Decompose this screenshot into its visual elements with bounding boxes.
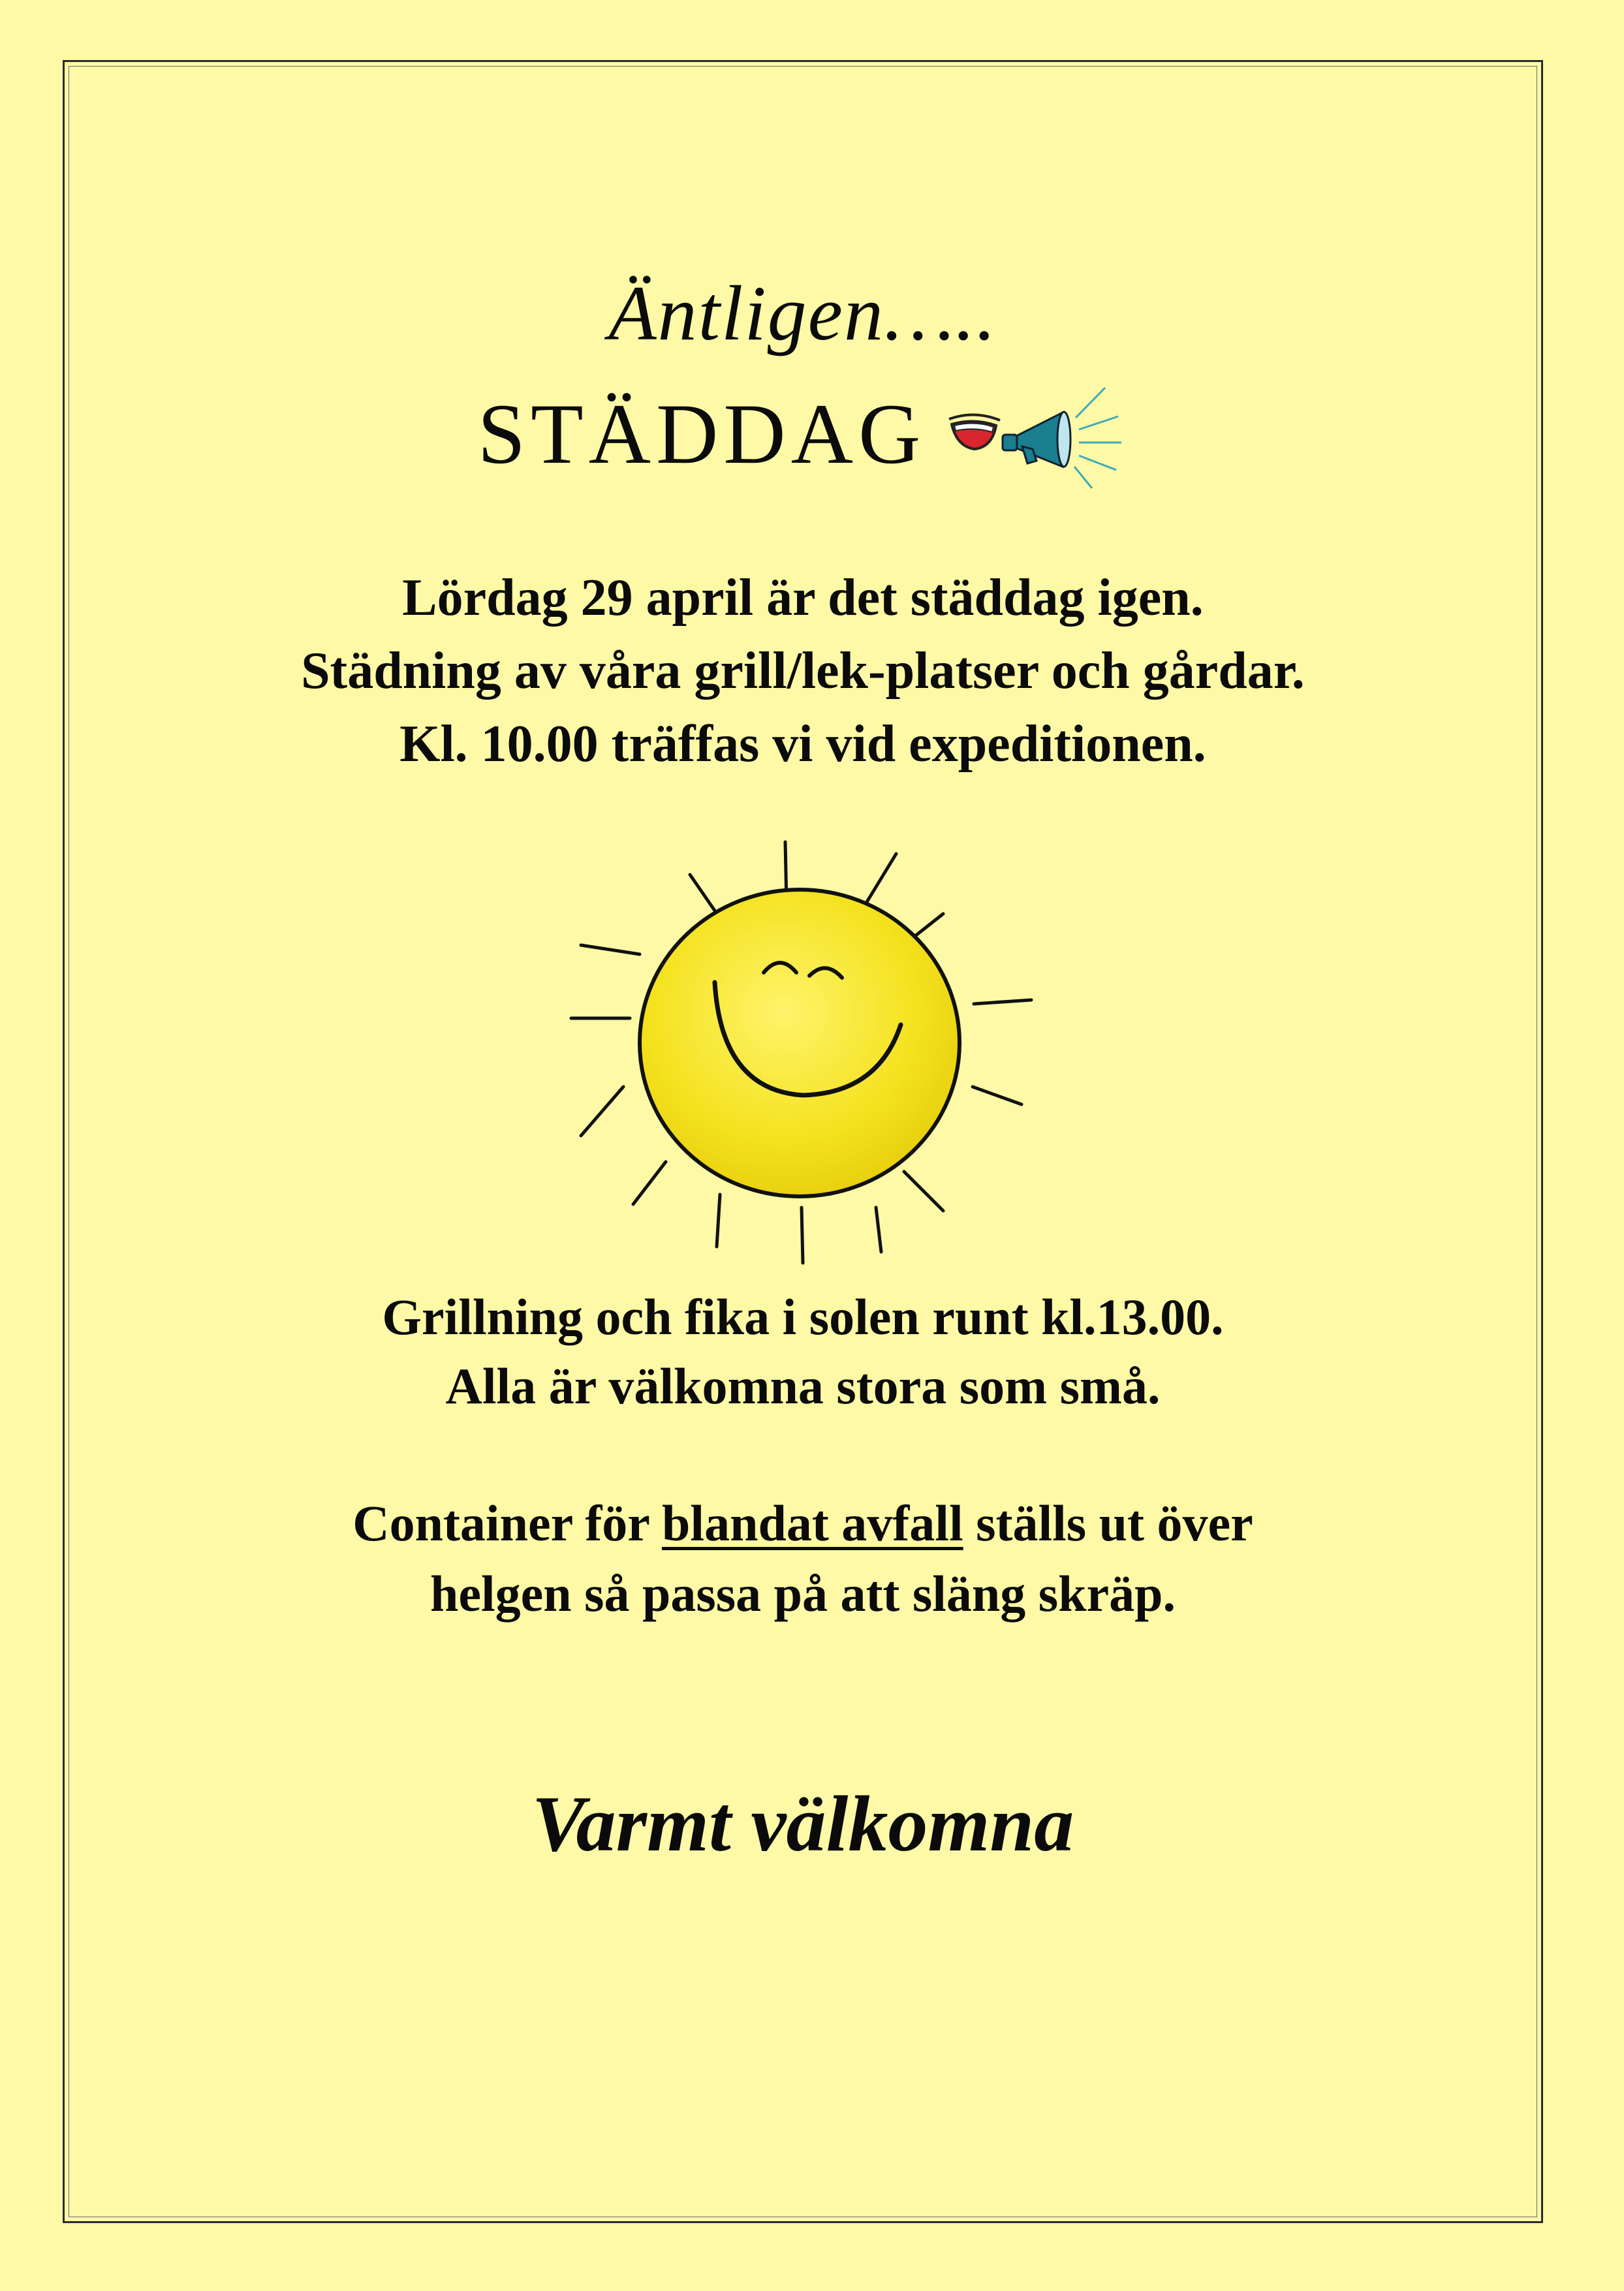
headline-row [63,379,1543,490]
container-text-after: ställs ut över [963,1495,1253,1551]
container-line-2: helgen så passa på att släng skräp. [429,1565,1176,1622]
container-text-before: Container för [352,1495,663,1551]
party-line-grill: Grillning och fika i solen runt kl.13.00. [382,1288,1224,1345]
smiling-sun-icon [535,829,1070,1286]
party-line-welcome: Alla är välkomna stora som små. [445,1358,1161,1414]
intro-text: Äntligen….. [608,270,997,356]
megaphone-icon [945,379,1128,490]
party-info [63,1283,1543,1421]
container-note [63,1488,1543,1629]
detail-line-date: Lördag 29 april är det städdag igen. [402,569,1204,627]
event-details [63,561,1543,781]
container-line-1 [63,1488,1543,1559]
detail-line-task: Städning av våra grill/lek-platser och gårdar. [301,642,1305,700]
detail-line-time: Kl. 10.00 träffas vi vid expeditionen. [399,715,1206,773]
closing-greeting: Varmt välkomna [531,1780,1074,1868]
mixed-waste-emphasis: blandat avfall [662,1495,963,1551]
headline: STÄDDAG [477,386,926,482]
